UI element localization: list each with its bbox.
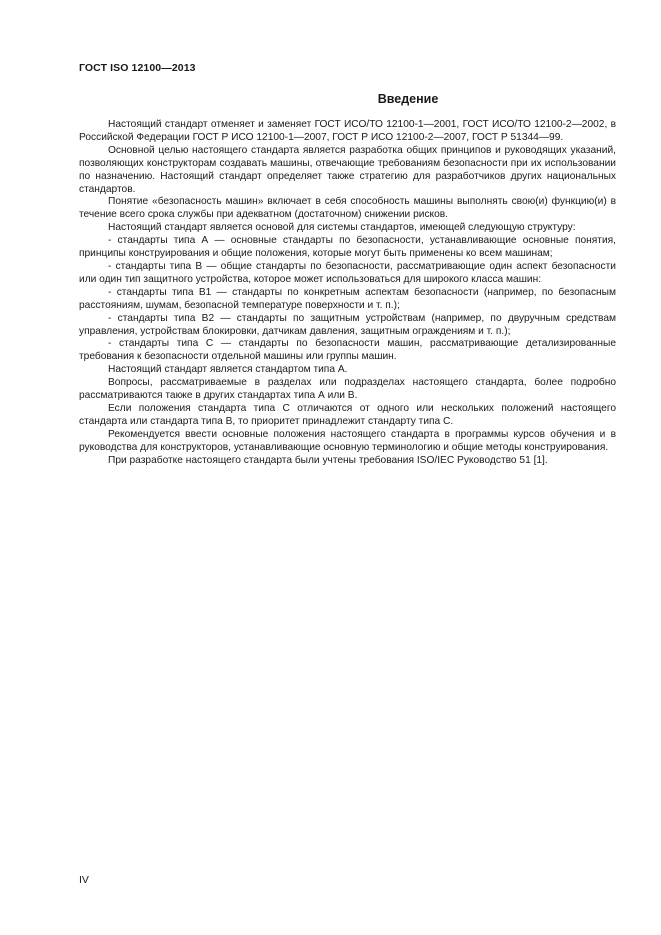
paragraph: Настоящий стандарт является стандартом типа А. bbox=[108, 364, 348, 376]
list-item: - стандарты типа В1 — стандарты по конкретным аспектам безопасности (например, по безопасным расстояниям, шумам, безопасной температуре поверхности и т. п.); bbox=[79, 286, 616, 311]
paragraph: Если положения стандарта типа С отличаются от одного или нескольких положений настоящего стандарта или стандарта типа В, то приоритет принадлежит стандарту типа С. bbox=[79, 402, 616, 427]
list-item: - стандарты типа В2 — стандарты по защитным устройствам (например, по двуручным средствам управления, устройствам блокировки, датчикам давления, защитным ограждениям и т. п.); bbox=[79, 312, 616, 337]
page-number: IV bbox=[79, 874, 89, 886]
paragraph: Основной целью настоящего стандарта является разработка общих принципов и руководящих указаний, позволяющих конструкторам создавать машины, отвечающие требованиям безопасности при их использовании по назначению. Настоящий стандарт определяет также стратегию для разработчиков других национальных стандартов. bbox=[79, 144, 616, 195]
section-title: Введение bbox=[377, 92, 439, 106]
body-text bbox=[79, 119, 616, 467]
paragraph: При разработке настоящего стандарта были учтены требования ISO/IEC Руководство 51 [1]. bbox=[108, 454, 548, 466]
list-item: - стандарты типа А — основные стандарты по безопасности, устанавливающие основные понятия, принципы конструирования и общие положения, которые могут быть применены ко всем машинам; bbox=[79, 235, 616, 260]
document-code-header: ГОСТ ISO 12100—2013 bbox=[79, 62, 196, 74]
list-item: - стандарты типа С — стандарты по безопасности машин, рассматривающие детализированные требования к безопасности отдельной машины или группы машин. bbox=[79, 338, 616, 363]
paragraph: Вопросы, рассматриваемые в разделах или подразделах настоящего стандарта, более подробно рассматриваются также в других стандартах типа А или В. bbox=[79, 377, 616, 402]
list-item: - стандарты типа В — общие стандарты по безопасности, рассматривающие один аспект безопасности или один тип защитного устройства, которое может использоваться для широкого класса машин: bbox=[79, 260, 616, 285]
paragraph: Рекомендуется ввести основные положения настоящего стандарта в программы курсов обучения и в руководства для конструкторов, устанавливающие основную терминологию и общие методы конструирования. bbox=[79, 428, 616, 453]
paragraph: Настоящий стандарт является основой для системы стандартов, имеющей следующую структуру: bbox=[108, 222, 576, 234]
paragraph: Настоящий стандарт отменяет и заменяет ГОСТ ИСО/ТО 12100-1—2001, ГОСТ ИСО/ТО 12100-2—2002, в Российской Федерации ГОСТ Р ИСО 12100-1—2007, ГОСТ Р ИСО 12100-2—2007, ГОСТ Р 51344—99. bbox=[79, 119, 616, 143]
paragraph: Понятие «безопасность машин» включает в себя способность машины выполнять свою(и) функцию(и) в течение всего срока службы при адекватном (достаточном) снижении рисков. bbox=[79, 196, 616, 221]
